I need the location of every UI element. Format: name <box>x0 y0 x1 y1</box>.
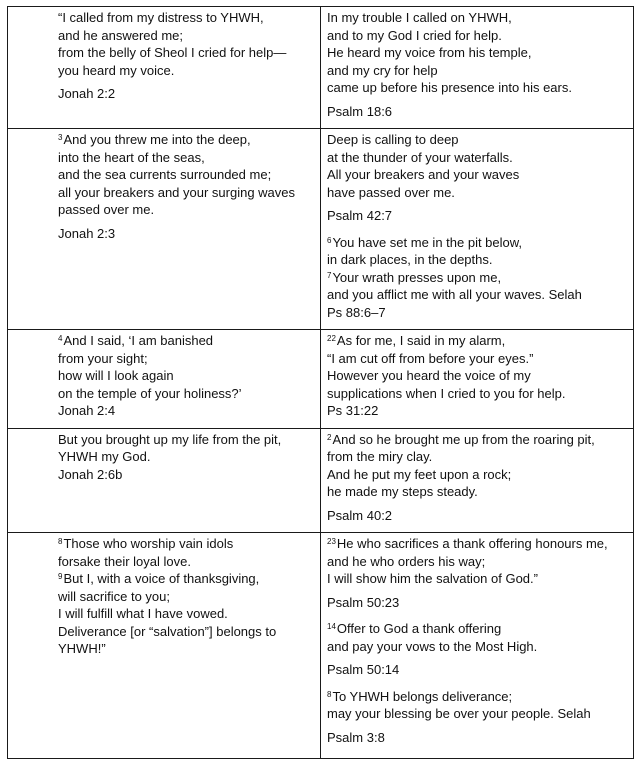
text-line: and the sea currents surrounded me; <box>58 167 272 182</box>
passage-block <box>327 9 629 120</box>
reference-label: Psalm 3:8 <box>327 729 385 745</box>
verse-text: Your wrath presses upon me, <box>332 269 502 285</box>
verse-number: 3 <box>58 133 63 142</box>
text-line: I will show him the salvation of God.” <box>327 571 538 586</box>
psalm-cell <box>321 129 634 330</box>
text-line: and he who orders his way; <box>327 553 486 569</box>
text-line <box>327 620 629 638</box>
verse-text: Offer to God a thank offering <box>336 621 502 636</box>
reference-label: Jonah 2:3 <box>58 225 116 241</box>
text-line: from the miry clay. <box>327 449 433 464</box>
text-line: He heard my voice from his temple, <box>327 45 532 60</box>
text-line <box>58 535 316 553</box>
text-line: passed over me. <box>58 202 155 217</box>
reference-label: Psalm 42:7 <box>327 208 393 223</box>
table-row <box>8 330 634 429</box>
psalm-cell <box>321 330 634 429</box>
text-line: All your breakers and your waves <box>327 167 520 182</box>
psalm-cell <box>321 7 634 129</box>
table-row <box>8 533 634 759</box>
text-line: But you brought up my life from the pit, <box>58 431 282 447</box>
text-line: However you heard the voice of my <box>327 368 531 383</box>
text-line: forsake their loyal love. <box>58 553 191 569</box>
passage-block <box>327 535 629 611</box>
text-line <box>327 688 629 706</box>
verse-number: 7 <box>327 270 332 280</box>
verse-text: He who sacrifices a thank offering honours me, <box>336 536 608 551</box>
passage-block <box>327 234 629 322</box>
jonah-cell <box>8 533 321 759</box>
text-line: and my cry for help <box>327 62 438 78</box>
verse-text: And you threw me into the deep, <box>63 132 251 147</box>
text-line: supplications when I cried to you for help. <box>327 385 566 401</box>
reference-label: Psalm 50:14 <box>327 662 400 677</box>
verse-number: 2 <box>327 432 332 442</box>
verse-number: 6 <box>327 235 332 245</box>
text-line: he made my steps steady. <box>327 484 478 499</box>
jonah-cell <box>8 129 321 330</box>
parallel-passages-table <box>7 6 634 759</box>
passage-block <box>327 332 629 420</box>
verse-number: 9 <box>58 572 63 581</box>
text-line: at the thunder of your waterfalls. <box>327 149 513 165</box>
text-line <box>327 431 629 449</box>
reference-label: Jonah 2:6b <box>58 466 123 482</box>
jonah-cell <box>8 428 321 533</box>
text-line: YHWH!” <box>58 641 106 656</box>
text-line: In my trouble I called on YHWH, <box>327 10 512 25</box>
text-line <box>58 332 316 350</box>
text-line <box>327 535 629 553</box>
text-line: and pay your vows to the Most High. <box>327 638 538 654</box>
text-line: all your breakers and your surging waves <box>58 184 296 200</box>
verse-text: As for me, I said in my alarm, <box>336 333 506 348</box>
text-line: how will I look again <box>58 368 174 383</box>
text-line: “I called from my distress to YHWH, <box>58 10 264 25</box>
text-line: Deep is calling to deep <box>327 132 459 147</box>
text-line: I will fulfill what I have vowed. <box>58 606 228 621</box>
text-line <box>327 332 629 350</box>
reference-label: Psalm 40:2 <box>327 507 393 523</box>
passage-block <box>327 688 629 747</box>
verse-number: 8 <box>58 537 63 546</box>
verse-text: And so he brought me up from the roaring pit, <box>332 431 595 447</box>
reference-label: Ps 88:6–7 <box>327 304 386 320</box>
reference-label: Psalm 50:23 <box>327 594 400 610</box>
reference-label: Jonah 2:2 <box>58 86 116 101</box>
text-line: you heard my voice. <box>58 62 175 78</box>
text-line: YHWH my God. <box>58 449 151 464</box>
passage-block <box>327 431 629 525</box>
text-line: will sacrifice to you; <box>58 588 170 604</box>
verse-number: 8 <box>327 689 332 699</box>
text-line: And he put my feet upon a rock; <box>327 466 512 482</box>
text-line <box>327 269 629 287</box>
text-line: in dark places, in the depths. <box>327 252 493 267</box>
psalm-cell <box>321 428 634 533</box>
reference-label: Ps 31:22 <box>327 403 379 418</box>
verse-text: But I, with a voice of thanksgiving, <box>63 571 260 586</box>
text-line: may your blessing be over your people. Selah <box>327 706 591 721</box>
jonah-cell <box>8 7 321 129</box>
reference-label: Psalm 18:6 <box>327 103 393 119</box>
reference-label: Jonah 2:4 <box>58 403 116 418</box>
text-line: Deliverance [or “salvation”] belongs to <box>58 623 277 639</box>
text-line: “I am cut off from before your eyes.” <box>327 350 534 366</box>
psalm-cell <box>321 533 634 759</box>
text-line <box>58 570 316 588</box>
text-line: and he answered me; <box>58 27 184 43</box>
verse-text: You have set me in the pit below, <box>332 234 523 250</box>
verse-number: 23 <box>327 537 336 546</box>
text-line: came up before his presence into his ears. <box>327 80 572 95</box>
text-line <box>327 234 629 252</box>
verse-number: 22 <box>327 334 336 343</box>
text-line: and you afflict me with all your waves. Selah <box>327 287 582 302</box>
verse-text: To YHWH belongs deliverance; <box>332 688 513 704</box>
verse-number: 14 <box>327 622 336 631</box>
table-row <box>8 129 634 330</box>
passage-block <box>327 131 629 225</box>
text-line: from your sight; <box>58 350 148 366</box>
verse-text: Those who worship vain idols <box>63 536 234 551</box>
verse-text: And I said, ‘I am banished <box>63 333 214 348</box>
verse-number: 4 <box>58 334 63 343</box>
text-line: and to my God I cried for help. <box>327 27 502 43</box>
text-line: on the temple of your holiness?’ <box>58 385 242 401</box>
text-line: have passed over me. <box>327 184 455 200</box>
text-line: into the heart of the seas, <box>58 149 205 165</box>
text-line <box>58 131 316 149</box>
passage-block <box>327 620 629 679</box>
table-row <box>8 7 634 129</box>
jonah-cell <box>8 330 321 429</box>
table-row <box>8 428 634 533</box>
text-line: from the belly of Sheol I cried for help— <box>58 45 287 60</box>
